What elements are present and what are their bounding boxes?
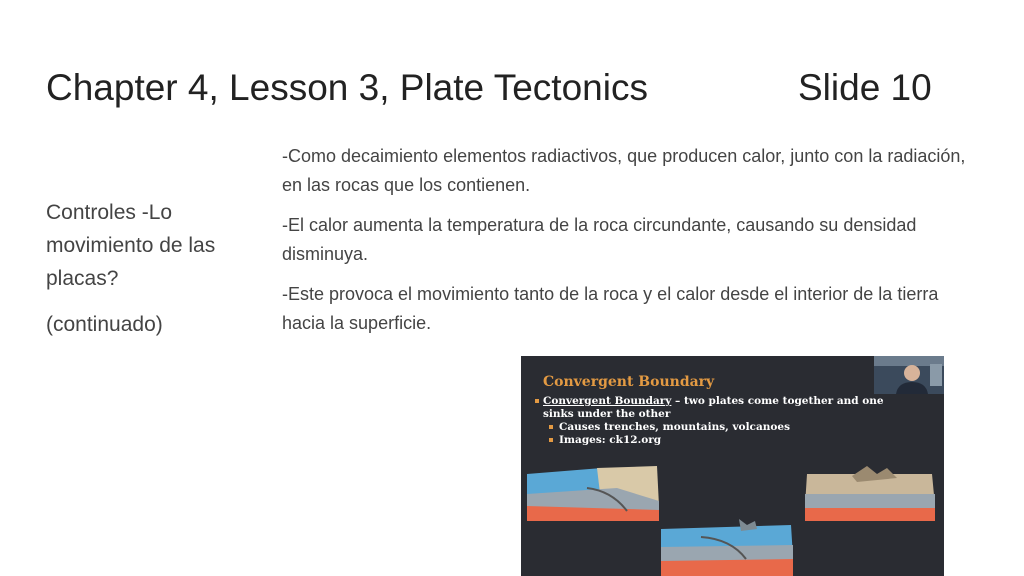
convergent-diagram-left — [527, 466, 662, 521]
left-column — [46, 196, 256, 354]
embedded-video[interactable] — [521, 356, 944, 576]
body-paragraph: -Este provoca el movimiento tanto de la roca y el calor desde el interior de la tierra hacia la superficie. — [282, 284, 939, 333]
video-bullet — [535, 395, 905, 421]
video-bullets — [535, 395, 905, 447]
title-text: Chapter 4, Lesson 3, Plate Tectonics — [46, 67, 648, 108]
body-paragraph: -El calor aumenta la temperatura de la roca circundante, causando su densidad disminuya. — [282, 215, 917, 264]
bullet-text: – two plates come together and one sinks under the other — [543, 395, 884, 420]
left-continued: (continuado) — [46, 313, 163, 336]
left-heading: Controles -Lo movimiento de las placas? — [46, 201, 216, 290]
convergent-diagram-right — [797, 466, 937, 521]
video-sub-bullet: Images: ck12.org — [535, 434, 905, 447]
body-text — [282, 142, 982, 349]
webcam-thumbnail — [874, 356, 944, 394]
video-sub-bullet: Causes trenches, mountains, volcanoes — [535, 421, 905, 434]
video-title: Convergent Boundary — [543, 374, 715, 390]
convergent-diagram-bottom — [661, 519, 796, 576]
body-paragraph: -Como decaimiento elementos radiactivos, que producen calor, junto con la radiación, en las rocas que los contienen. — [282, 146, 966, 195]
slide-number: Slide 10 — [798, 67, 932, 108]
slide-title — [46, 60, 976, 116]
bullet-term: Convergent Boundary — [543, 395, 672, 407]
